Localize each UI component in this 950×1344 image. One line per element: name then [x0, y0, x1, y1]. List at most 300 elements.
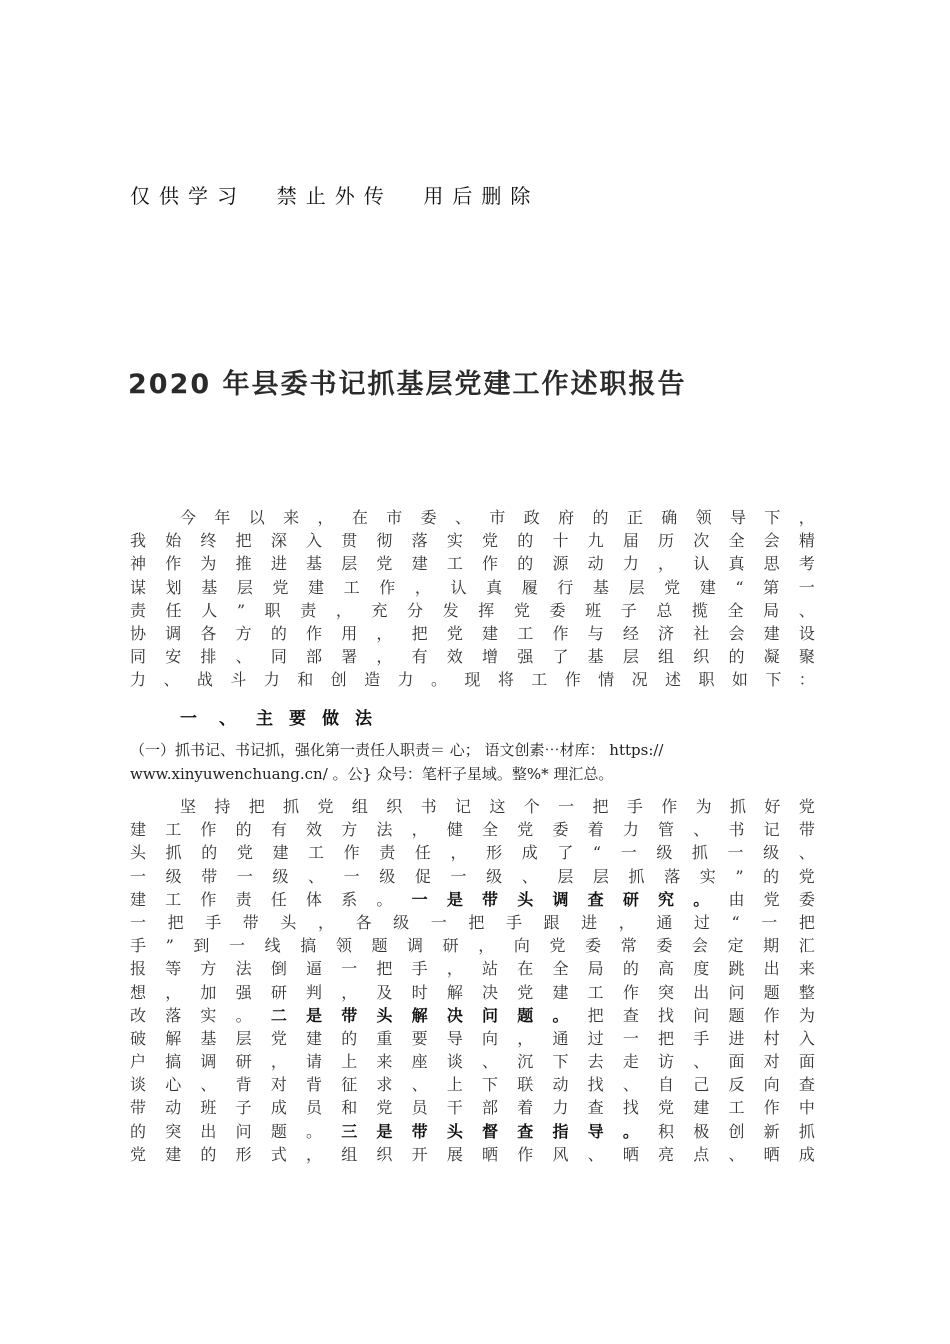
char: 级 — [379, 866, 396, 886]
char: 委 — [552, 820, 569, 840]
char: 委 — [585, 936, 602, 956]
char: 斗 — [230, 670, 247, 690]
bold-char: 导 — [587, 1121, 604, 1141]
char: 全 — [727, 600, 744, 620]
char: 委 — [798, 889, 815, 909]
bold-char: 是 — [306, 1005, 323, 1025]
char: 手 — [505, 912, 522, 932]
char: 级 — [656, 843, 673, 863]
text-line — [130, 668, 815, 691]
char: 整 — [798, 982, 815, 1002]
text-line — [130, 795, 815, 818]
char: 有 — [411, 647, 428, 667]
char: 记 — [763, 820, 780, 840]
char: 。 — [376, 889, 393, 909]
char: 任 — [414, 843, 431, 863]
char: 委 — [656, 936, 673, 956]
char: 党 — [376, 554, 393, 574]
char: 、 — [693, 820, 710, 840]
char: 来 — [376, 1052, 393, 1072]
char: 以 — [248, 508, 265, 527]
char: 职 — [698, 670, 715, 690]
char: 。 — [235, 1005, 252, 1025]
section-heading — [180, 704, 374, 729]
char: 的 — [341, 1028, 358, 1048]
char: 责 — [130, 600, 147, 620]
char: 个 — [523, 797, 540, 816]
char: 实 — [699, 866, 716, 886]
char: 为 — [200, 554, 217, 574]
char: 在 — [351, 508, 368, 527]
char: 、 — [235, 647, 252, 667]
section-heading-char: 、 — [219, 709, 238, 729]
char: 定 — [727, 936, 744, 956]
char: 第 — [763, 577, 780, 597]
char: 晒 — [622, 1144, 639, 1164]
bold-char: 头 — [517, 889, 534, 909]
char: 作 — [165, 554, 182, 574]
text-line — [130, 506, 815, 529]
char: 作 — [564, 670, 581, 690]
char: 述 — [665, 670, 682, 690]
char: ， — [376, 623, 393, 643]
char: 解 — [446, 982, 463, 1002]
char: 展 — [446, 1144, 463, 1164]
bold-char: 。 — [622, 1121, 639, 1141]
char: 想 — [130, 982, 147, 1002]
char: 来 — [283, 508, 300, 527]
char: 重 — [376, 1028, 393, 1048]
char: 突 — [658, 982, 675, 1002]
char: 子 — [620, 600, 637, 620]
char: 动 — [587, 554, 604, 574]
char: 入 — [306, 531, 323, 551]
char: 逼 — [306, 959, 323, 979]
char: 会 — [763, 531, 780, 551]
char: 时 — [411, 982, 428, 1002]
char: 到 — [193, 936, 210, 956]
char: 、 — [728, 1144, 745, 1164]
char: 层 — [557, 866, 574, 886]
char: 建 — [552, 982, 569, 1002]
char: 建 — [411, 554, 428, 574]
char: 村 — [763, 1028, 780, 1048]
char: ， — [658, 554, 675, 574]
char: 将 — [497, 670, 514, 690]
item-heading-line1: （一）抓书记、书记抓，强化第一责任人职责＝ 心； 语文创素⋯材库： https:// — [130, 741, 664, 759]
char: 一 — [798, 577, 815, 597]
bold-char: 二 — [270, 1005, 287, 1025]
char: 层 — [235, 1028, 252, 1048]
bold-char: 是 — [446, 889, 463, 909]
char: 挥 — [478, 600, 495, 620]
char: 这 — [489, 797, 506, 816]
char: 责 — [300, 600, 317, 620]
char: 方 — [235, 623, 252, 643]
char: 领 — [335, 936, 352, 956]
char: 进 — [581, 912, 598, 932]
char: 、 — [587, 1144, 604, 1164]
char: 终 — [200, 531, 217, 551]
char: 谈 — [130, 1075, 147, 1095]
char: 九 — [587, 531, 604, 551]
char: 确 — [661, 508, 678, 527]
char: 的 — [592, 508, 609, 527]
char: 、 — [622, 1075, 639, 1095]
char: 法 — [376, 820, 393, 840]
char: 工 — [531, 670, 548, 690]
char: 班 — [585, 600, 602, 620]
char: 亮 — [658, 1144, 675, 1164]
char: 党 — [270, 1028, 287, 1048]
char: 一 — [229, 936, 246, 956]
char: 促 — [414, 866, 431, 886]
char: 一 — [341, 959, 358, 979]
char: 责 — [235, 889, 252, 909]
char: 向 — [482, 1028, 499, 1048]
char: 形 — [235, 1144, 252, 1164]
char: 带 — [130, 1098, 147, 1118]
char: 题 — [763, 982, 780, 1002]
char: 社 — [693, 623, 710, 643]
text-line — [130, 934, 815, 957]
char: 工 — [517, 623, 534, 643]
char: 层 — [236, 577, 253, 597]
char: 作 — [482, 554, 499, 574]
char: 现 — [464, 670, 481, 690]
char: 度 — [693, 959, 710, 979]
char: 划 — [165, 577, 182, 597]
char: 的 — [130, 1121, 147, 1141]
char: 倒 — [270, 959, 287, 979]
char: 建 — [130, 889, 147, 909]
char: 健 — [446, 820, 463, 840]
char: 法 — [235, 959, 252, 979]
char: ， — [341, 982, 358, 1002]
text-line — [130, 1120, 815, 1143]
char: 考 — [798, 554, 815, 574]
char: 要 — [411, 1028, 428, 1048]
char: 真 — [728, 554, 745, 574]
char: 一 — [620, 843, 637, 863]
char: 成 — [521, 843, 538, 863]
char: 题 — [728, 1005, 745, 1025]
char: 职 — [264, 600, 281, 620]
char: ， — [411, 820, 428, 840]
char: 反 — [728, 1075, 745, 1095]
text-line — [130, 818, 815, 841]
text-line — [130, 1004, 815, 1027]
char: 局 — [587, 959, 604, 979]
char: 形 — [486, 843, 503, 863]
bold-char: 是 — [376, 1121, 393, 1141]
bold-char: 查 — [517, 1121, 534, 1141]
char: 点 — [693, 1144, 710, 1164]
char: 层 — [592, 866, 609, 886]
char: 力 — [622, 554, 639, 574]
char: 系 — [341, 889, 358, 909]
char: 党 — [317, 797, 334, 816]
char: 一 — [236, 866, 253, 886]
char: 加 — [200, 982, 217, 1002]
header-note: 仅供学习 禁止外传 用后删除 — [130, 184, 540, 208]
text-line — [130, 888, 815, 911]
char: 晒 — [763, 1144, 780, 1164]
char: 级 — [272, 866, 289, 886]
char: 织 — [693, 647, 710, 667]
char: 找 — [658, 1005, 675, 1025]
text-line — [130, 552, 815, 575]
char: ， — [478, 936, 495, 956]
char: 了 — [557, 843, 574, 863]
char: 市 — [489, 508, 506, 527]
char: 、 — [798, 600, 815, 620]
char: 过 — [587, 1028, 604, 1048]
char: 积 — [658, 1121, 675, 1141]
char: 织 — [386, 797, 403, 816]
char: 十 — [552, 531, 569, 551]
char: 建 — [699, 577, 716, 597]
char: 查 — [587, 1098, 604, 1118]
char: 履 — [521, 577, 538, 597]
document-title: 2020 年县委书记抓基层党建工作述职报告 — [128, 369, 687, 400]
char: 问 — [728, 982, 745, 1002]
char: 体 — [306, 889, 323, 909]
char: 创 — [728, 1121, 745, 1141]
char: ， — [798, 508, 815, 527]
bold-char: 带 — [341, 1005, 358, 1025]
intro-paragraph — [130, 506, 815, 692]
char: 晒 — [482, 1144, 499, 1164]
char: 织 — [376, 1144, 393, 1164]
char: 党 — [658, 1098, 675, 1118]
char: 决 — [482, 982, 499, 1002]
char: 思 — [763, 554, 780, 574]
char: 抓 — [798, 1121, 815, 1141]
char: 一 — [130, 866, 147, 886]
char: 组 — [351, 797, 368, 816]
char: 建 — [272, 843, 289, 863]
char: 谈 — [446, 1052, 463, 1072]
char: 研 — [235, 1052, 252, 1072]
char: 充 — [371, 600, 388, 620]
char: 面 — [728, 1052, 745, 1072]
char: ， — [306, 1144, 323, 1164]
char: 上 — [446, 1075, 463, 1095]
char: 如 — [731, 670, 748, 690]
char: 年 — [214, 508, 231, 527]
char: 一 — [450, 866, 467, 886]
char: 力 — [130, 670, 147, 690]
char: 一 — [727, 843, 744, 863]
char: 党 — [517, 820, 534, 840]
char: 上 — [341, 1052, 358, 1072]
char: 分 — [407, 600, 424, 620]
char: 基 — [592, 577, 609, 597]
char: 基 — [587, 647, 604, 667]
char: 历 — [658, 531, 675, 551]
char: 手 — [411, 959, 428, 979]
char: 党 — [236, 843, 253, 863]
char: 、 — [200, 1075, 217, 1095]
char: 党 — [798, 797, 815, 816]
char: 下 — [765, 670, 782, 690]
text-line — [130, 645, 815, 668]
char: 向 — [513, 936, 530, 956]
char: 同 — [270, 647, 287, 667]
char: 认 — [693, 554, 710, 574]
char: 问 — [235, 1121, 252, 1141]
char: 强 — [235, 982, 252, 1002]
char: 党 — [272, 577, 289, 597]
char: 府 — [558, 508, 575, 527]
char: 沉 — [517, 1052, 534, 1072]
char: 源 — [552, 554, 569, 574]
char: 落 — [664, 866, 681, 886]
char: 层 — [628, 577, 645, 597]
char: 。 — [430, 670, 447, 690]
char: 行 — [557, 577, 574, 597]
char: 凝 — [763, 647, 780, 667]
char: 一 — [622, 1028, 639, 1048]
char: 搞 — [300, 936, 317, 956]
char: 把 — [658, 1028, 675, 1048]
char: 党 — [482, 531, 499, 551]
char: 党 — [376, 1098, 393, 1118]
bold-char: 督 — [482, 1121, 499, 1141]
char: 实 — [446, 531, 463, 551]
bold-char: 研 — [622, 889, 639, 909]
char: 安 — [165, 647, 182, 667]
char: 一 — [761, 912, 778, 932]
char: 抓 — [628, 866, 645, 886]
char: “ — [735, 577, 744, 597]
char: 今 — [180, 508, 197, 527]
char: 级 — [486, 866, 503, 886]
char: 政 — [523, 508, 540, 527]
text-line — [130, 1050, 815, 1073]
char: 力 — [622, 820, 639, 840]
char: 全 — [728, 531, 745, 551]
char: 实 — [200, 1005, 217, 1025]
char: 工 — [165, 889, 182, 909]
char: 同 — [130, 647, 147, 667]
section-heading-char: 主 — [256, 709, 275, 729]
char: 工 — [308, 843, 325, 863]
char: 始 — [165, 531, 182, 551]
char: 出 — [200, 1121, 217, 1141]
char: 线 — [264, 936, 281, 956]
char: 管 — [658, 820, 675, 840]
char: 跳 — [728, 959, 745, 979]
char: 成 — [798, 1144, 815, 1164]
char: 汇 — [798, 936, 815, 956]
char: 造 — [364, 670, 381, 690]
char: 的 — [517, 554, 534, 574]
char: 的 — [200, 1144, 217, 1164]
text-line — [130, 981, 815, 1004]
char: 发 — [442, 600, 459, 620]
char: 委 — [549, 600, 566, 620]
char: “ — [731, 912, 740, 932]
char: 作 — [661, 797, 678, 816]
char: 为 — [695, 797, 712, 816]
char: 排 — [200, 647, 217, 667]
text-line — [130, 841, 815, 864]
char: 进 — [728, 1028, 745, 1048]
char: 党 — [513, 600, 530, 620]
text-line — [130, 1027, 815, 1050]
char: 的 — [235, 820, 252, 840]
char: 联 — [517, 1075, 534, 1095]
char: 基 — [201, 577, 218, 597]
char: 座 — [411, 1052, 428, 1072]
char: 一 — [430, 912, 447, 932]
char: 下 — [552, 1052, 569, 1072]
bold-char: 题 — [517, 1005, 534, 1025]
char: 了 — [552, 647, 569, 667]
char: 突 — [165, 1121, 182, 1141]
text-line — [130, 911, 815, 934]
char: 调 — [407, 936, 424, 956]
char: 推 — [235, 554, 252, 574]
item-heading-line2: www.xinyuwenchuang.cn/ 。公} 众号：笔杆子星域。整%* 理汇总。 — [130, 765, 614, 783]
bold-char: 带 — [482, 889, 499, 909]
char: 对 — [270, 1075, 287, 1095]
char: 书 — [420, 797, 437, 816]
char: 带 — [242, 912, 259, 932]
char: ， — [165, 982, 182, 1002]
char: 期 — [763, 936, 780, 956]
section-heading-char: 一 — [180, 709, 199, 729]
char: 题 — [371, 936, 388, 956]
char: 部 — [482, 1098, 499, 1118]
char: 、 — [308, 866, 325, 886]
char: 、 — [411, 1075, 428, 1095]
char: 的 — [201, 843, 218, 863]
char: 建 — [306, 1028, 323, 1048]
char: 总 — [656, 600, 673, 620]
char: 成 — [270, 1098, 287, 1118]
char: 党 — [763, 889, 780, 909]
char: ， — [317, 508, 334, 527]
char: 党 — [798, 866, 815, 886]
char: 研 — [270, 982, 287, 1002]
char: 手 — [626, 797, 643, 816]
char: 作 — [200, 820, 217, 840]
char: 的 — [517, 531, 534, 551]
char: 开 — [411, 1144, 428, 1164]
char: 效 — [306, 820, 323, 840]
char: 带 — [201, 866, 218, 886]
char: 极 — [693, 1121, 710, 1141]
char: 增 — [482, 647, 499, 667]
bold-char: 指 — [552, 1121, 569, 1141]
char: 通 — [656, 912, 673, 932]
char: 着 — [517, 1098, 534, 1118]
char: 作 — [200, 889, 217, 909]
char: 调 — [165, 623, 182, 643]
char: 问 — [693, 1005, 710, 1025]
section-heading-char: 法 — [355, 709, 374, 729]
char: 方 — [200, 959, 217, 979]
char: 员 — [306, 1098, 323, 1118]
char: 对 — [763, 1052, 780, 1072]
char: 工 — [446, 554, 463, 574]
char: 报 — [130, 959, 147, 979]
bold-char: 一 — [411, 889, 428, 909]
char: 部 — [306, 647, 323, 667]
